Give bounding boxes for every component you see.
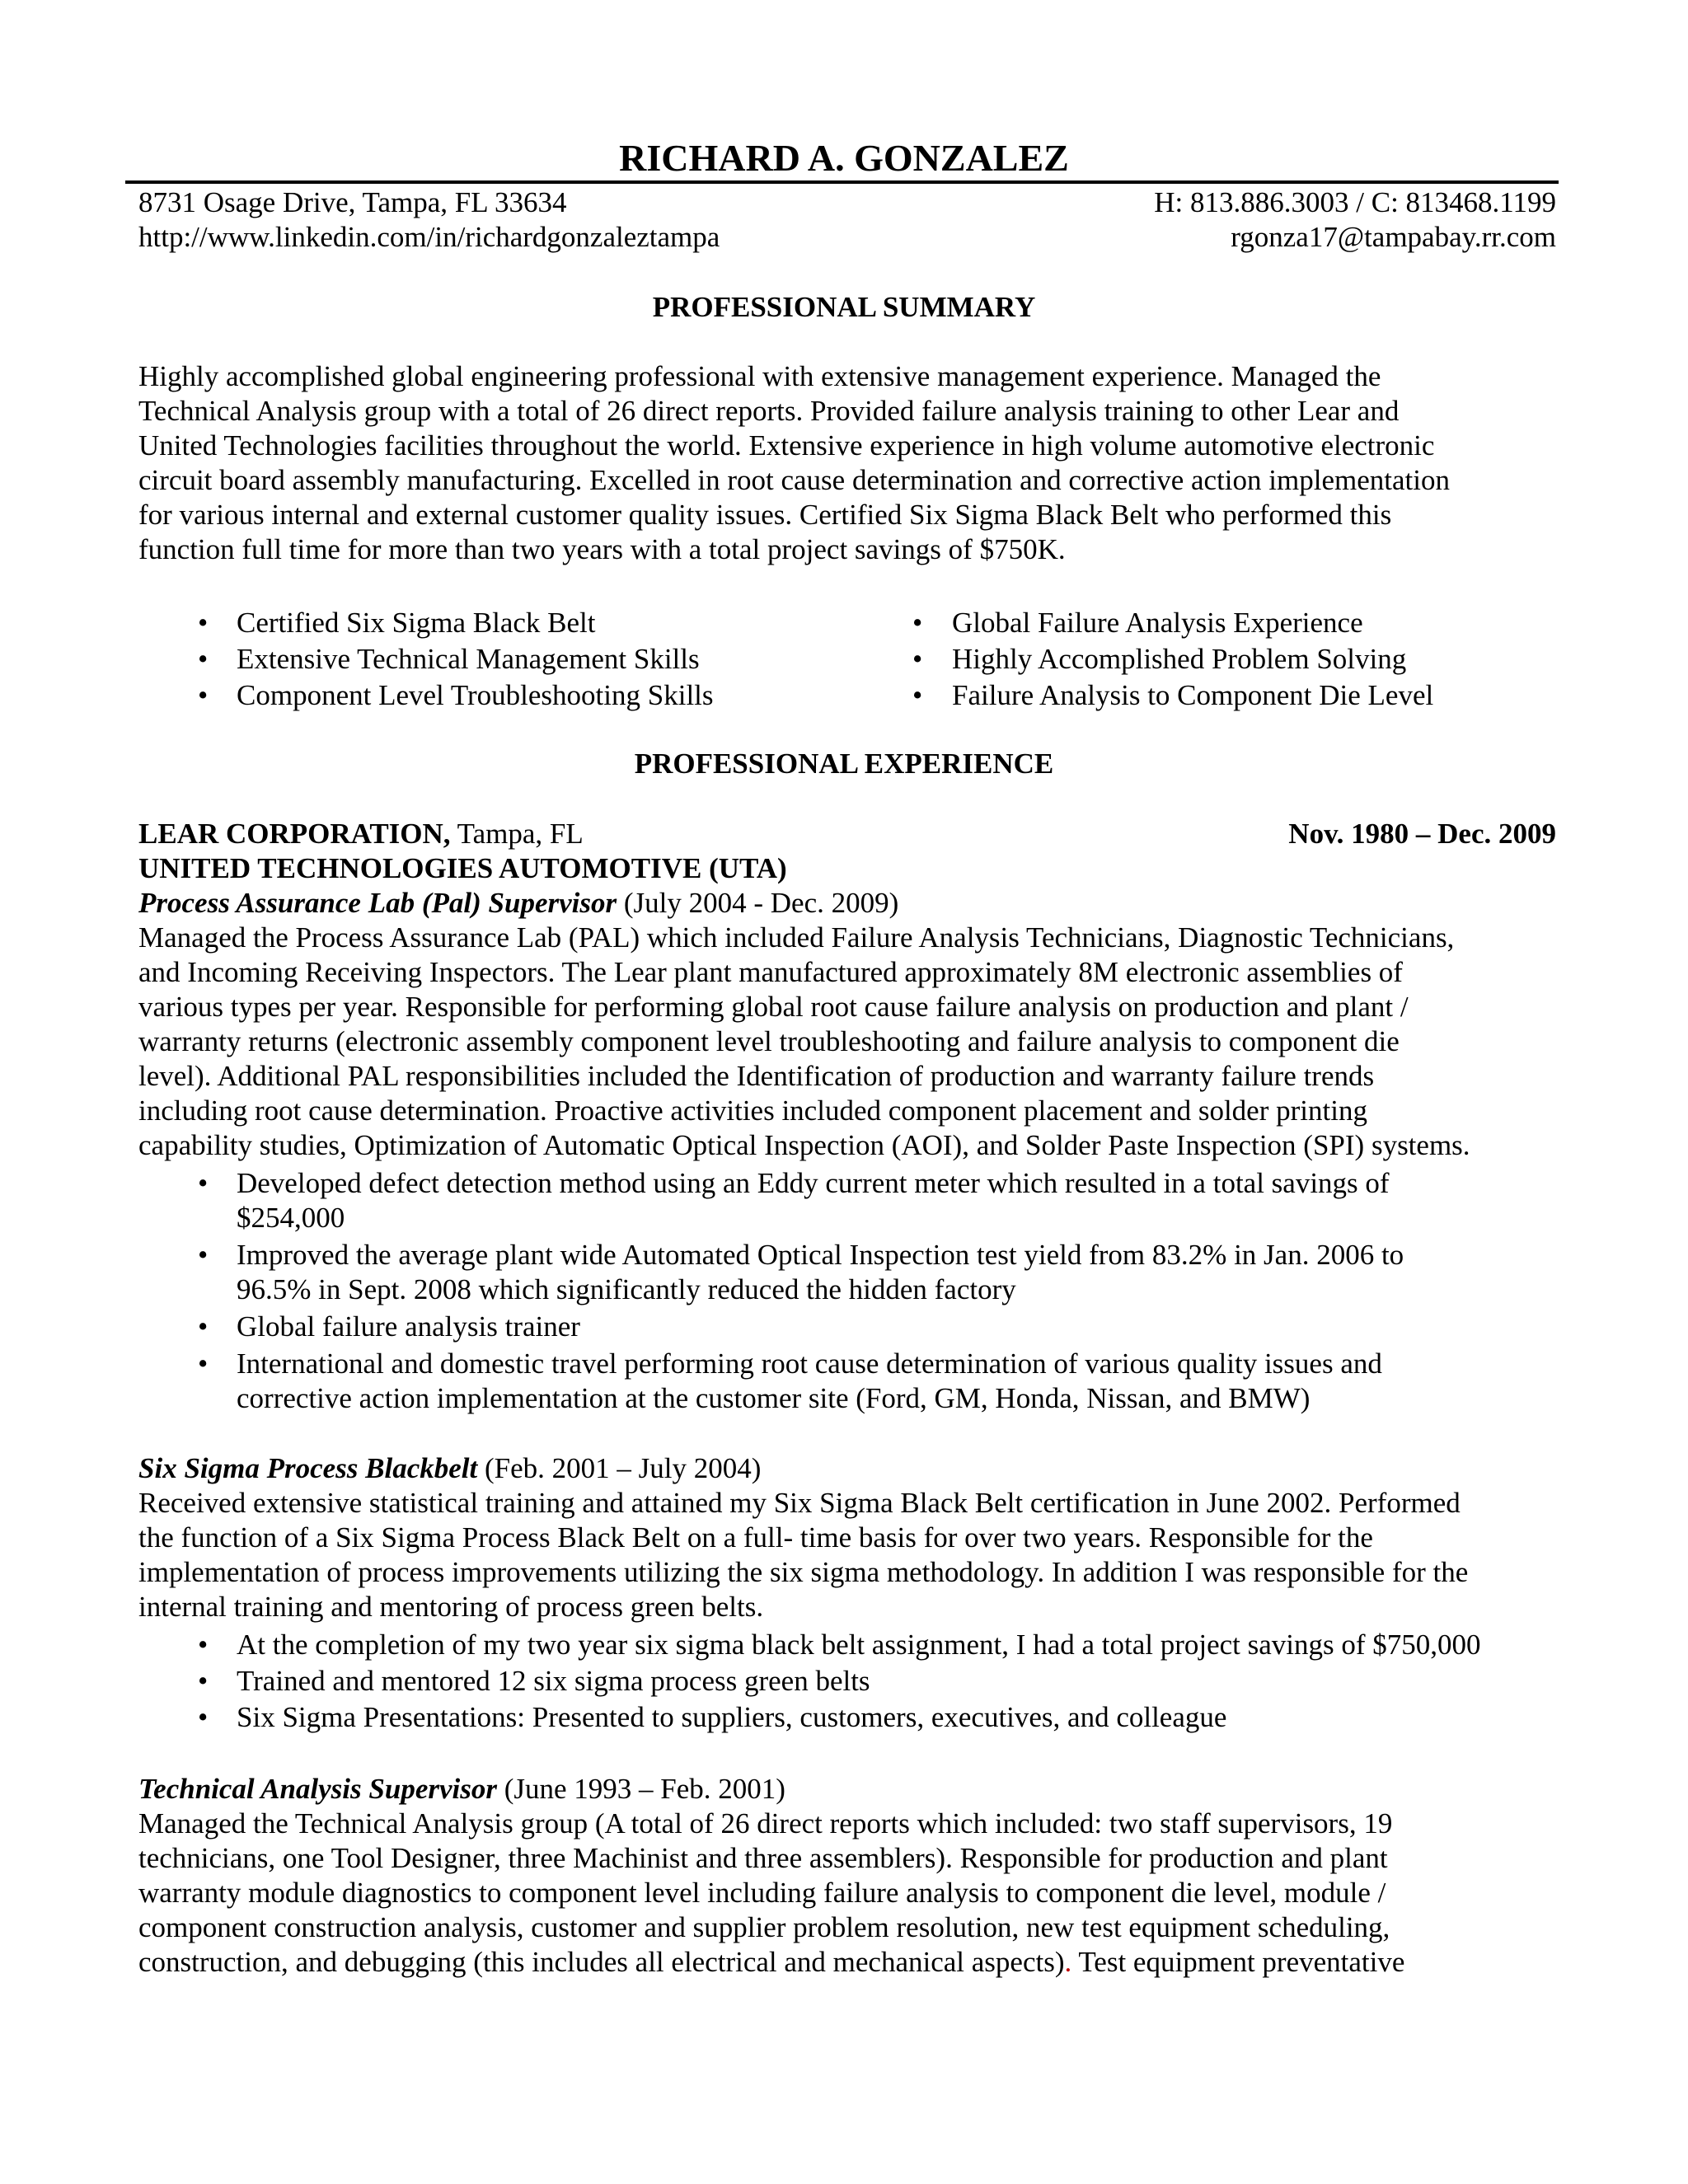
- description-line: implementation of process improvements utilizing the six sigma methodology. In addition I was responsible for the: [138, 1556, 1469, 1588]
- role-title: Process Assurance Lab (Pal) Supervisor: [138, 887, 617, 919]
- description-line: warranty returns (electronic assembly component level troubleshooting and failure analysis to component die: [138, 1025, 1400, 1057]
- email-link[interactable]: rgonza17@tampabay.rr.com: [1231, 221, 1556, 253]
- role-period: (Feb. 2001 – July 2004): [477, 1452, 762, 1484]
- summary-line: Highly accomplished global engineering professional with extensive management experience. Managed the: [138, 360, 1381, 392]
- bullet-dot: •: [198, 1347, 209, 1380]
- bullet-dot: •: [912, 607, 923, 639]
- employer-location: Tampa, FL: [450, 818, 584, 850]
- skill-item: Certified Six Sigma Black Belt: [237, 607, 596, 639]
- skill-item: Component Level Troubleshooting Skills: [237, 679, 714, 711]
- description-line: technicians, one Tool Designer, three Machinist and three assemblers). Responsible for production and plant: [138, 1842, 1388, 1874]
- summary-line: United Technologies facilities throughout the world. Extensive experience in high volume automotive electronic: [138, 429, 1435, 462]
- achievement-line: corrective action implementation at the customer site (Ford, GM, Honda, Nissan, and BMW): [237, 1382, 1311, 1414]
- bullet-dot: •: [198, 1701, 209, 1733]
- description-line: capability studies, Optimization of Automatic Optical Inspection (AOI), and Solder Paste Inspection (SPI) systems.: [138, 1129, 1470, 1161]
- bullet-dot: •: [198, 1167, 209, 1199]
- summary-paragraph: [138, 359, 1556, 567]
- description-line: internal training and mentoring of process green belts.: [138, 1591, 764, 1623]
- description-line: warranty module diagnostics to component level including failure analysis to component die level, module /: [138, 1877, 1386, 1909]
- achievement-line: Six Sigma Presentations: Presented to suppliers, customers, executives, and colleague: [237, 1701, 1227, 1733]
- description-line-end: Test equipment preventative: [1071, 1946, 1405, 1978]
- achievement-line: Trained and mentored 12 six sigma process green belts: [237, 1665, 870, 1697]
- description-line: Managed the Process Assurance Lab (PAL) which included Failure Analysis Technicians, Diagnostic Technicians,: [138, 921, 1455, 954]
- description-line: the function of a Six Sigma Process Black Belt on a full- time basis for over two years. Responsible for the: [138, 1521, 1373, 1554]
- skill-item: Highly Accomplished Problem Solving: [952, 643, 1407, 675]
- summary-line: function full time for more than two years with a total project savings of $750K.: [138, 533, 1066, 565]
- achievement-line: International and domestic travel performing root cause determination of various quality issues and: [237, 1347, 1382, 1380]
- bullet-dot: •: [198, 1310, 209, 1343]
- description-line: component construction analysis, customer and supplier problem resolution, new test equipment scheduling,: [138, 1911, 1390, 1943]
- role-description: [138, 1807, 1556, 1980]
- role-title: Six Sigma Process Blackbelt: [138, 1452, 478, 1484]
- bullet-dot: •: [198, 607, 209, 639]
- linkedin-link[interactable]: http://www.linkedin.com/in/richardgonzaleztampa: [138, 221, 720, 253]
- candidate-name: RICHARD A. GONZALEZ: [619, 137, 1069, 179]
- achievement-line: Global failure analysis trainer: [237, 1310, 580, 1343]
- experience-heading: PROFESSIONAL EXPERIENCE: [634, 748, 1054, 780]
- role-title-line: [138, 1772, 785, 1807]
- header-rule: [125, 180, 1559, 184]
- bullet-dot: •: [198, 1239, 209, 1271]
- bullet-dot: •: [198, 1629, 209, 1661]
- summary-heading: PROFESSIONAL SUMMARY: [652, 291, 1036, 323]
- bullet-dot: •: [198, 643, 209, 675]
- bullet-dot: •: [912, 679, 923, 711]
- description-line: [138, 1945, 1556, 1980]
- description-line-start: construction, and debugging (this includes all electrical and mechanical aspects): [138, 1946, 1065, 1978]
- description-line: Managed the Technical Analysis group (A total of 26 direct reports which included: two staff supervisors, 19: [138, 1807, 1393, 1840]
- bullet-dot: •: [198, 679, 209, 711]
- employer-name: LEAR CORPORATION,: [138, 818, 451, 850]
- description-line: and Incoming Receiving Inspectors. The Lear plant manufactured approximately 8M electronic assemblies of: [138, 956, 1403, 988]
- description-line: various types per year. Responsible for performing global root cause failure analysis on production and plant /: [138, 991, 1409, 1023]
- skill-item: Failure Analysis to Component Die Level: [952, 679, 1434, 711]
- achievement-line: 96.5% in Sept. 2008 which significantly reduced the hidden factory: [237, 1273, 1016, 1305]
- role-title-line: [138, 1451, 761, 1486]
- sub-employer: UNITED TECHNOLOGIES AUTOMOTIVE (UTA): [138, 852, 787, 884]
- achievement-line: At the completion of my two year six sigma black belt assignment, I had a total project savings of $750,000: [237, 1629, 1481, 1661]
- red-period: .: [1064, 1946, 1072, 1978]
- skill-item: Global Failure Analysis Experience: [952, 607, 1363, 639]
- summary-line: Technical Analysis group with a total of 26 direct reports. Provided failure analysis training to other Lear and: [138, 395, 1400, 427]
- employment-dates: Nov. 1980 – Dec. 2009: [1288, 818, 1556, 850]
- bullet-dot: •: [198, 1665, 209, 1697]
- description-line: level). Additional PAL responsibilities included the Identification of production and warranty failure trends: [138, 1060, 1375, 1092]
- role-period: (June 1993 – Feb. 2001): [496, 1773, 785, 1805]
- description-line: Received extensive statistical training and attained my Six Sigma Black Belt certification in June 2002. Performed: [138, 1487, 1461, 1519]
- summary-line: for various internal and external customer quality issues. Certified Six Sigma Black Belt who performed this: [138, 499, 1392, 531]
- skill-item: Extensive Technical Management Skills: [237, 643, 700, 675]
- bullet-dot: •: [912, 643, 923, 675]
- role-title-line: [138, 886, 898, 921]
- role-title: Technical Analysis Supervisor: [138, 1773, 497, 1805]
- employer-line: [138, 817, 584, 851]
- summary-line: circuit board assembly manufacturing. Excelled in root cause determination and corrective action implementation: [138, 464, 1450, 496]
- role-description: [138, 921, 1556, 1163]
- description-line: including root cause determination. Proactive activities included component placement and solder printing: [138, 1094, 1367, 1127]
- role-description: [138, 1486, 1556, 1624]
- achievement-line: $254,000: [237, 1202, 345, 1234]
- achievement-line: Developed defect detection method using an Eddy current meter which resulted in a total savings of: [237, 1167, 1390, 1199]
- achievement-line: Improved the average plant wide Automated Optical Inspection test yield from 83.2% in Jan. 2006 to: [237, 1239, 1404, 1271]
- role-period: (July 2004 - Dec. 2009): [617, 887, 899, 919]
- phone-numbers: H: 813.886.3003 / C: 813468.1199: [1154, 186, 1556, 218]
- address: 8731 Osage Drive, Tampa, FL 33634: [138, 186, 567, 218]
